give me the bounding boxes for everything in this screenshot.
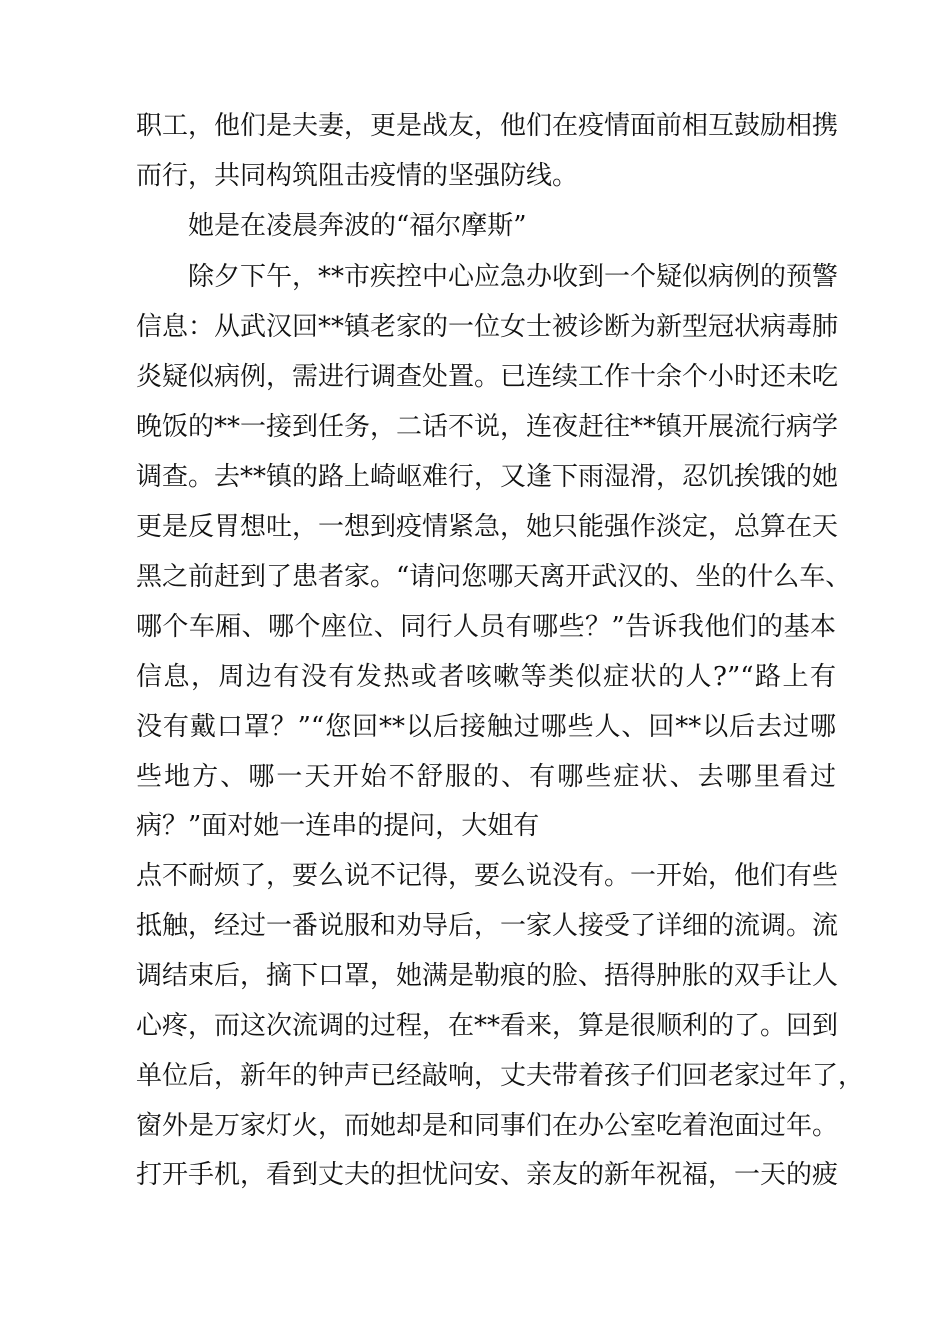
text-line: 炎疑似病例，需进行调查处置。已连续工作十余个小时还未吃 [136,362,839,392]
text-line: 而行，共同构筑阻击疫情的坚强防线。 [136,161,579,191]
text-line: 调查。去**镇的路上崎岖难行，又逢下雨湿滑，忍饥挨饿的她 [136,462,839,492]
text-line: 更是反胃想吐，一想到疫情紧急，她只能强作淡定，总算在天 [136,512,839,542]
text-line: 晚饭的**一接到任务，二话不说，连夜赶往**镇开展流行病学 [136,412,839,442]
text-line: 单位后，新年的钟声已经敲响，丈夫带着孩子们回老家过年了， [136,1061,865,1091]
text-line: 窗外是万家灯火，而她却是和同事们在办公室吃着泡面过年。 [136,1111,839,1141]
text-line: 信息，周边有没有发热或者咳嗽等类似症状的人?”“路上有 [136,662,836,692]
text-line: 打开手机，看到丈夫的担忧问安、亲友的新年祝福，一天的疲 [136,1160,839,1190]
section-heading: 她是在凌晨奔波的“福尔摩斯” [188,211,527,241]
text-line: 抵触，经过一番说服和劝导后，一家人接受了详细的流调。流 [136,911,839,941]
text-line: 除夕下午，**市疾控中心应急办收到一个疑似病例的预警 [188,262,839,292]
text-line: 点不耐烦了，要么说不记得，要么说没有。一开始，他们有些 [136,861,839,891]
text-line: 调结束后，摘下口罩，她满是勒痕的脸、捂得肿胀的双手让人 [136,961,839,991]
text-line: 哪个车厢、哪个座位、同行人员有哪些？”告诉我他们的基本 [136,612,836,642]
text-line: 些地方、哪一天开始不舒服的、有哪些症状、去哪里看过 [136,762,836,792]
text-line: 信息：从武汉回**镇老家的一位女士被诊断为新型冠状病毒肺 [136,312,839,342]
text-line: 职工，他们是夫妻，更是战友，他们在疫情面前相互鼓励相携 [136,111,839,141]
text-line: 黑之前赶到了患者家。“请问您哪天离开武汉的、坐的什么车、 [136,562,852,592]
text-line: 病？”面对她一连串的提问，大姐有 [136,811,540,841]
text-line: 心疼，而这次流调的过程，在**看来，算是很顺利的了。回到 [136,1011,839,1041]
text-line: 没有戴口罩？”“您回**以后接触过哪些人、回**以后去过哪 [136,712,836,742]
